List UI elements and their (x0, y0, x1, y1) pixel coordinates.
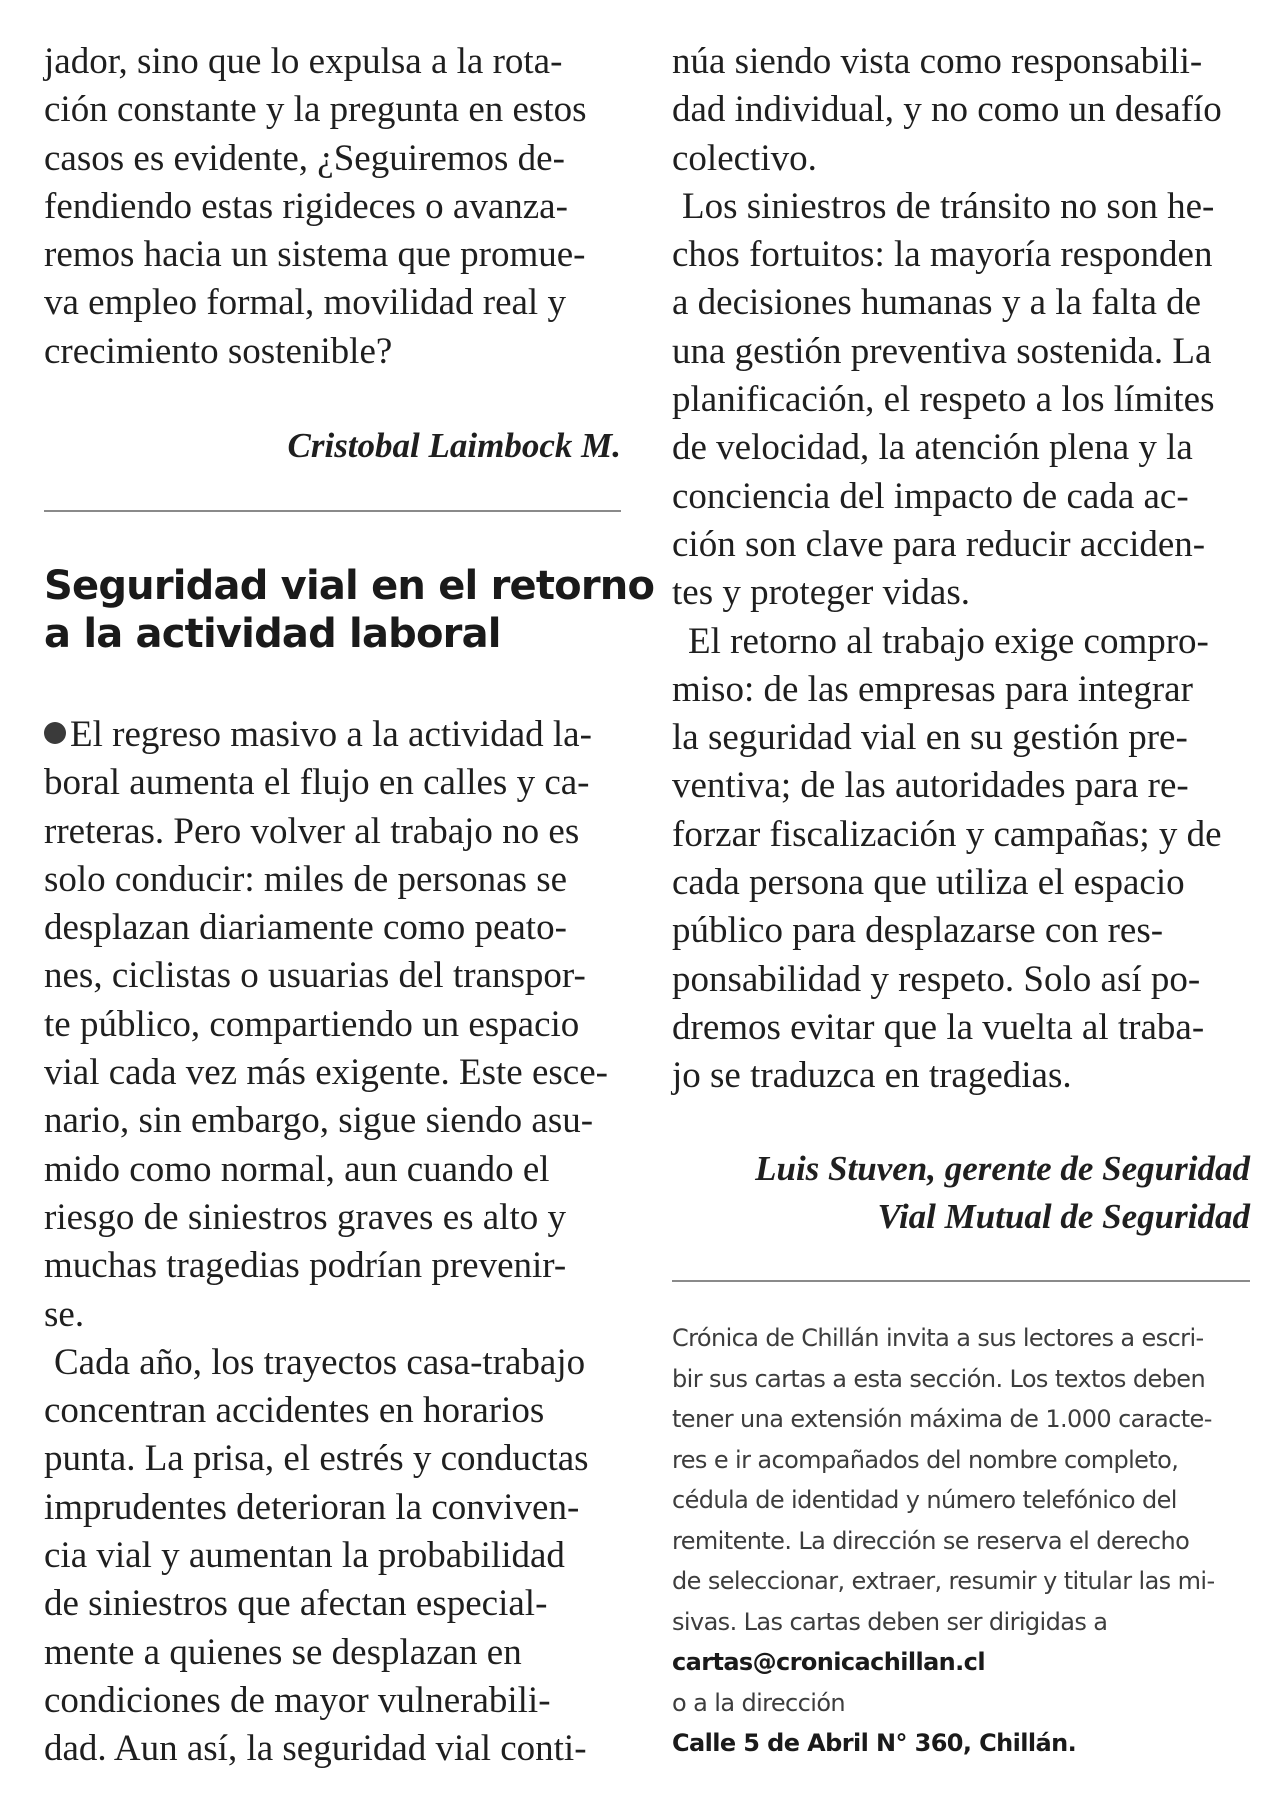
text-line: concentran accidentes en horarios (44, 1390, 545, 1432)
previous-letter-ending (44, 38, 621, 376)
headline-line: Seguridad vial en el retorno (44, 563, 655, 609)
text-line: conciencia del impacto de cada ac- (672, 475, 1189, 517)
text-line: ción son clave para reducir acciden- (672, 523, 1206, 565)
text-line: de siniestros que afectan especial- (44, 1583, 548, 1625)
signature-previous-letter: Cristobal Laimbock M. (287, 426, 621, 465)
notice-line: cédula de identidad y número telefónico del (672, 1486, 1177, 1514)
text-line: forzar fiscalización y campañas; y de (672, 813, 1222, 855)
text-line: público para desplazarse con res- (672, 910, 1164, 952)
text-line: solo conducir: miles de personas se (44, 858, 568, 900)
text-line: mente a quienes se desplazan en (44, 1631, 522, 1673)
text-line: remos hacia un sistema que promue- (44, 234, 586, 276)
text-line: imprudentes deterioran la conviven- (44, 1486, 580, 1528)
text-line: la seguridad vial en su gestión pre- (672, 717, 1188, 759)
notice-email: cartas@cronicachillan.cl (672, 1648, 985, 1676)
text-line: va empleo formal, movilidad real y (44, 282, 566, 324)
text-line: cada persona que utiliza el espacio (672, 862, 1185, 904)
text-line: una gestión preventiva sostenida. La (672, 330, 1212, 372)
text-line: dremos evitar que la vuelta al traba- (672, 1006, 1205, 1048)
text-line: ponsabilidad y respeto. Solo así po- (672, 958, 1201, 1000)
text-line: fendiendo estas rigideces o avanza- (44, 185, 568, 227)
divider (44, 510, 621, 512)
letter-body-left (44, 711, 621, 1774)
letter-body-right (672, 38, 1250, 1101)
text-line: colectivo. (672, 137, 817, 179)
notice-line: Crónica de Chillán invita a sus lectores a escri- (672, 1324, 1204, 1352)
text-line: nes, ciclistas o usuarias del transpor- (44, 955, 586, 997)
notice-line: bir sus cartas a esta sección. Los textos deben (672, 1364, 1206, 1393)
signature-author (755, 1145, 1250, 1241)
text-line: mido como normal, aun cuando el (44, 1148, 550, 1190)
text-line: Cada año, los trayectos casa-trabajo (54, 1341, 586, 1383)
text-line: boral aumenta el flujo en calles y ca- (44, 762, 590, 804)
text-line: jador, sino que lo expulsa a la rota- (44, 41, 563, 82)
text-line: rreteras. Pero volver al trabajo no es (44, 810, 580, 852)
text-line: vial cada vez más exigente. Este esce- (44, 1052, 608, 1094)
text-line: jo se traduzca en tragedias. (672, 1055, 1072, 1097)
text-line: núa siendo vista como responsabili- (672, 41, 1203, 82)
letter-headline (44, 562, 654, 658)
headline-line: a la actividad laboral (44, 611, 501, 657)
divider (672, 1280, 1250, 1282)
notice-line: tener una extensión máxima de 1.000 caracte- (672, 1405, 1212, 1433)
notice-line: de seleccionar, extraer, resumir y titular las mi- (672, 1567, 1215, 1595)
text-line: a decisiones humanas y a la falta de (672, 282, 1202, 324)
text-line: Los siniestros de tránsito no son he- (682, 185, 1215, 227)
text-line: planificación, el respeto a los límites (672, 379, 1215, 421)
text-line: nario, sin embargo, sigue siendo asu- (44, 1100, 594, 1142)
notice-line: sivas. Las cartas deben ser dirigidas a (672, 1607, 1108, 1636)
text-line: cia vial y aumentan la probabilidad (44, 1535, 565, 1577)
text-line: El retorno al trabajo exige compro- (688, 620, 1209, 662)
text-line: crecimiento sostenible? (44, 330, 393, 372)
notice-address-intro: o a la dirección (672, 1688, 846, 1717)
text-line: miso: de las empresas para integrar (672, 668, 1193, 710)
text-line: tes y proteger vidas. (672, 572, 970, 614)
text-line: casos es evidente, ¿Seguiremos de- (44, 137, 565, 179)
text-line: dad. Aun así, la seguridad vial conti- (44, 1728, 587, 1770)
text-line: te público, compartiendo un espacio (44, 1003, 580, 1045)
bullet-icon (44, 722, 66, 744)
signature-line: Vial Mutual de Seguridad (877, 1197, 1250, 1236)
text-line: de velocidad, la atención plena y la (672, 427, 1193, 469)
text-line: muchas tragedias podrían prevenir- (44, 1245, 567, 1287)
text-line-content: El regreso masivo a la actividad la- (70, 714, 592, 755)
notice-line: res e ir acompañados del nombre completo, (672, 1445, 1179, 1474)
text-line: ventiva; de las autoridades para re- (672, 765, 1189, 807)
text-line: desplazan diariamente como peato- (44, 907, 567, 949)
notice-line: remitente. La dirección se reserva el derecho (672, 1526, 1190, 1555)
text-line: condiciones de mayor vulnerabili- (44, 1679, 551, 1721)
text-line: ción constante y la pregunta en estos (44, 89, 587, 131)
text-line: punta. La prisa, el estrés y conductas (44, 1438, 589, 1480)
submission-notice (672, 1318, 1215, 1764)
notice-address: Calle 5 de Abril N° 360, Chillán. (672, 1729, 1077, 1757)
text-line: chos fortuitos: la mayoría responden (672, 234, 1213, 276)
text-line: riesgo de siniestros graves es alto y (44, 1196, 566, 1238)
text-line: dad individual, y no como un desafío (672, 89, 1222, 131)
signature-line: Luis Stuven, gerente de Seguridad (755, 1149, 1250, 1188)
text-line: se. (44, 1293, 85, 1335)
text-line (44, 711, 621, 759)
